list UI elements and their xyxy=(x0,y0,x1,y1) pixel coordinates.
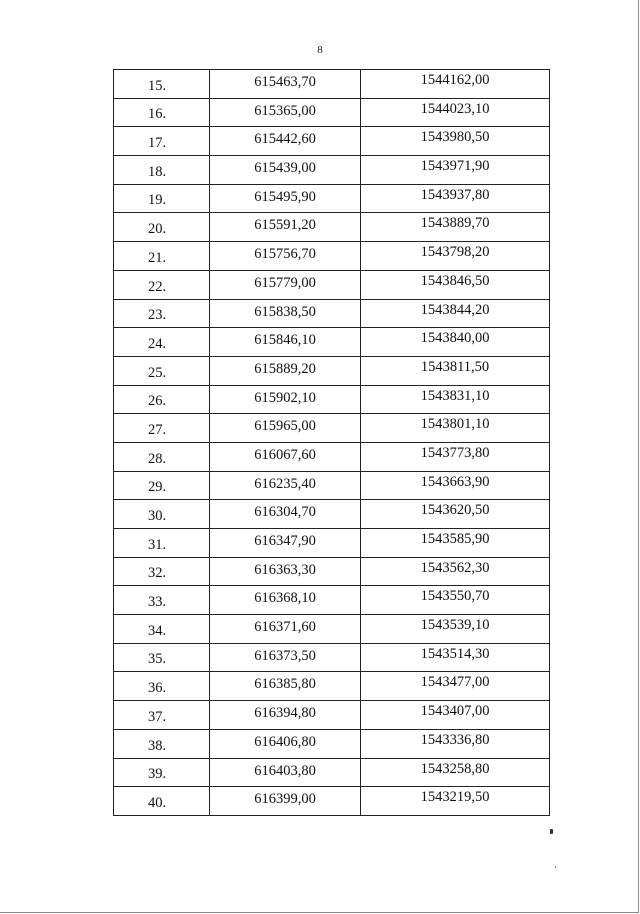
y-coordinate-cell: 1543514,30 xyxy=(361,643,550,672)
x-coordinate-cell: 615779,00 xyxy=(210,270,361,299)
table-row xyxy=(114,586,550,615)
point-number-cell: 24. xyxy=(114,328,210,357)
point-number-cell: 26. xyxy=(114,385,210,414)
point-number-cell: 37. xyxy=(114,701,210,730)
y-coordinate-cell: 1543336,80 xyxy=(361,729,550,758)
y-coordinate-cell: 1543539,10 xyxy=(361,615,550,644)
point-number-cell: 36. xyxy=(114,672,210,701)
y-coordinate-cell: 1543620,50 xyxy=(361,500,550,529)
x-coordinate-cell: 615838,50 xyxy=(210,299,361,328)
y-coordinate-cell: 1543980,50 xyxy=(361,127,550,156)
y-coordinate-cell: 1543773,80 xyxy=(361,442,550,471)
table-row xyxy=(114,328,550,357)
point-number-cell: 27. xyxy=(114,414,210,443)
x-coordinate-cell: 615439,00 xyxy=(210,156,361,185)
y-coordinate-cell: 1543846,50 xyxy=(361,270,550,299)
x-coordinate-cell: 615442,60 xyxy=(210,127,361,156)
coordinates-table-body xyxy=(114,70,550,816)
point-number-cell: 18. xyxy=(114,156,210,185)
x-coordinate-cell: 616304,70 xyxy=(210,500,361,529)
table-row xyxy=(114,701,550,730)
y-coordinate-cell: 1543562,30 xyxy=(361,557,550,586)
x-coordinate-cell: 616373,50 xyxy=(210,643,361,672)
point-number-cell: 17. xyxy=(114,127,210,156)
x-coordinate-cell: 615846,10 xyxy=(210,328,361,357)
table-row xyxy=(114,299,550,328)
table-row xyxy=(114,758,550,787)
point-number-cell: 19. xyxy=(114,184,210,213)
x-coordinate-cell: 616067,60 xyxy=(210,442,361,471)
point-number-cell: 34. xyxy=(114,615,210,644)
table-row xyxy=(114,500,550,529)
table-row xyxy=(114,557,550,586)
table-row xyxy=(114,385,550,414)
table-row xyxy=(114,213,550,242)
page-number: 8 xyxy=(317,44,323,56)
x-coordinate-cell: 615463,70 xyxy=(210,70,361,99)
point-number-cell: 15. xyxy=(114,70,210,99)
table-row xyxy=(114,729,550,758)
table-row xyxy=(114,442,550,471)
scan-mark xyxy=(550,829,553,834)
point-number-cell: 40. xyxy=(114,787,210,816)
x-coordinate-cell: 616406,80 xyxy=(210,729,361,758)
table-row xyxy=(114,127,550,156)
table-row xyxy=(114,414,550,443)
x-coordinate-cell: 615902,10 xyxy=(210,385,361,414)
y-coordinate-cell: 1543840,00 xyxy=(361,328,550,357)
point-number-cell: 35. xyxy=(114,643,210,672)
y-coordinate-cell: 1543971,90 xyxy=(361,156,550,185)
point-number-cell: 20. xyxy=(114,213,210,242)
point-number-cell: 38. xyxy=(114,729,210,758)
x-coordinate-cell: 616368,10 xyxy=(210,586,361,615)
y-coordinate-cell: 1544023,10 xyxy=(361,98,550,127)
x-coordinate-cell: 616394,80 xyxy=(210,701,361,730)
table-row xyxy=(114,529,550,558)
point-number-cell: 28. xyxy=(114,442,210,471)
table-row xyxy=(114,356,550,385)
y-coordinate-cell: 1543550,70 xyxy=(361,586,550,615)
x-coordinate-cell: 616363,30 xyxy=(210,557,361,586)
y-coordinate-cell: 1543258,80 xyxy=(361,758,550,787)
point-number-cell: 39. xyxy=(114,758,210,787)
y-coordinate-cell: 1543831,10 xyxy=(361,385,550,414)
point-number-cell: 33. xyxy=(114,586,210,615)
point-number-cell: 25. xyxy=(114,356,210,385)
point-number-cell: 21. xyxy=(114,242,210,271)
point-number-cell: 32. xyxy=(114,557,210,586)
y-coordinate-cell: 1543937,80 xyxy=(361,184,550,213)
table-row xyxy=(114,615,550,644)
x-coordinate-cell: 616399,00 xyxy=(210,787,361,816)
x-coordinate-cell: 615756,70 xyxy=(210,242,361,271)
point-number-cell: 30. xyxy=(114,500,210,529)
table-row xyxy=(114,471,550,500)
x-coordinate-cell: 615591,20 xyxy=(210,213,361,242)
x-coordinate-cell: 616347,90 xyxy=(210,529,361,558)
y-coordinate-cell: 1543407,00 xyxy=(361,701,550,730)
table-row xyxy=(114,70,550,99)
y-coordinate-cell: 1543477,00 xyxy=(361,672,550,701)
x-coordinate-cell: 616235,40 xyxy=(210,471,361,500)
table-row xyxy=(114,270,550,299)
table-row xyxy=(114,184,550,213)
y-coordinate-cell: 1543889,70 xyxy=(361,213,550,242)
x-coordinate-cell: 616371,60 xyxy=(210,615,361,644)
scan-dot xyxy=(555,866,556,868)
y-coordinate-cell: 1543801,10 xyxy=(361,414,550,443)
y-coordinate-cell: 1543219,50 xyxy=(361,787,550,816)
point-number-cell: 16. xyxy=(114,98,210,127)
table-row xyxy=(114,98,550,127)
point-number-cell: 23. xyxy=(114,299,210,328)
x-coordinate-cell: 615889,20 xyxy=(210,356,361,385)
y-coordinate-cell: 1543811,50 xyxy=(361,356,550,385)
y-coordinate-cell: 1544162,00 xyxy=(361,70,550,99)
y-coordinate-cell: 1543663,90 xyxy=(361,471,550,500)
point-number-cell: 31. xyxy=(114,529,210,558)
table-row xyxy=(114,643,550,672)
point-number-cell: 29. xyxy=(114,471,210,500)
y-coordinate-cell: 1543798,20 xyxy=(361,242,550,271)
x-coordinate-cell: 615365,00 xyxy=(210,98,361,127)
table-row xyxy=(114,242,550,271)
x-coordinate-cell: 616385,80 xyxy=(210,672,361,701)
table-row xyxy=(114,787,550,816)
x-coordinate-cell: 616403,80 xyxy=(210,758,361,787)
point-number-cell: 22. xyxy=(114,270,210,299)
table-row xyxy=(114,156,550,185)
x-coordinate-cell: 615495,90 xyxy=(210,184,361,213)
x-coordinate-cell: 615965,00 xyxy=(210,414,361,443)
coordinates-table xyxy=(113,69,550,816)
y-coordinate-cell: 1543844,20 xyxy=(361,299,550,328)
table-row xyxy=(114,672,550,701)
y-coordinate-cell: 1543585,90 xyxy=(361,529,550,558)
